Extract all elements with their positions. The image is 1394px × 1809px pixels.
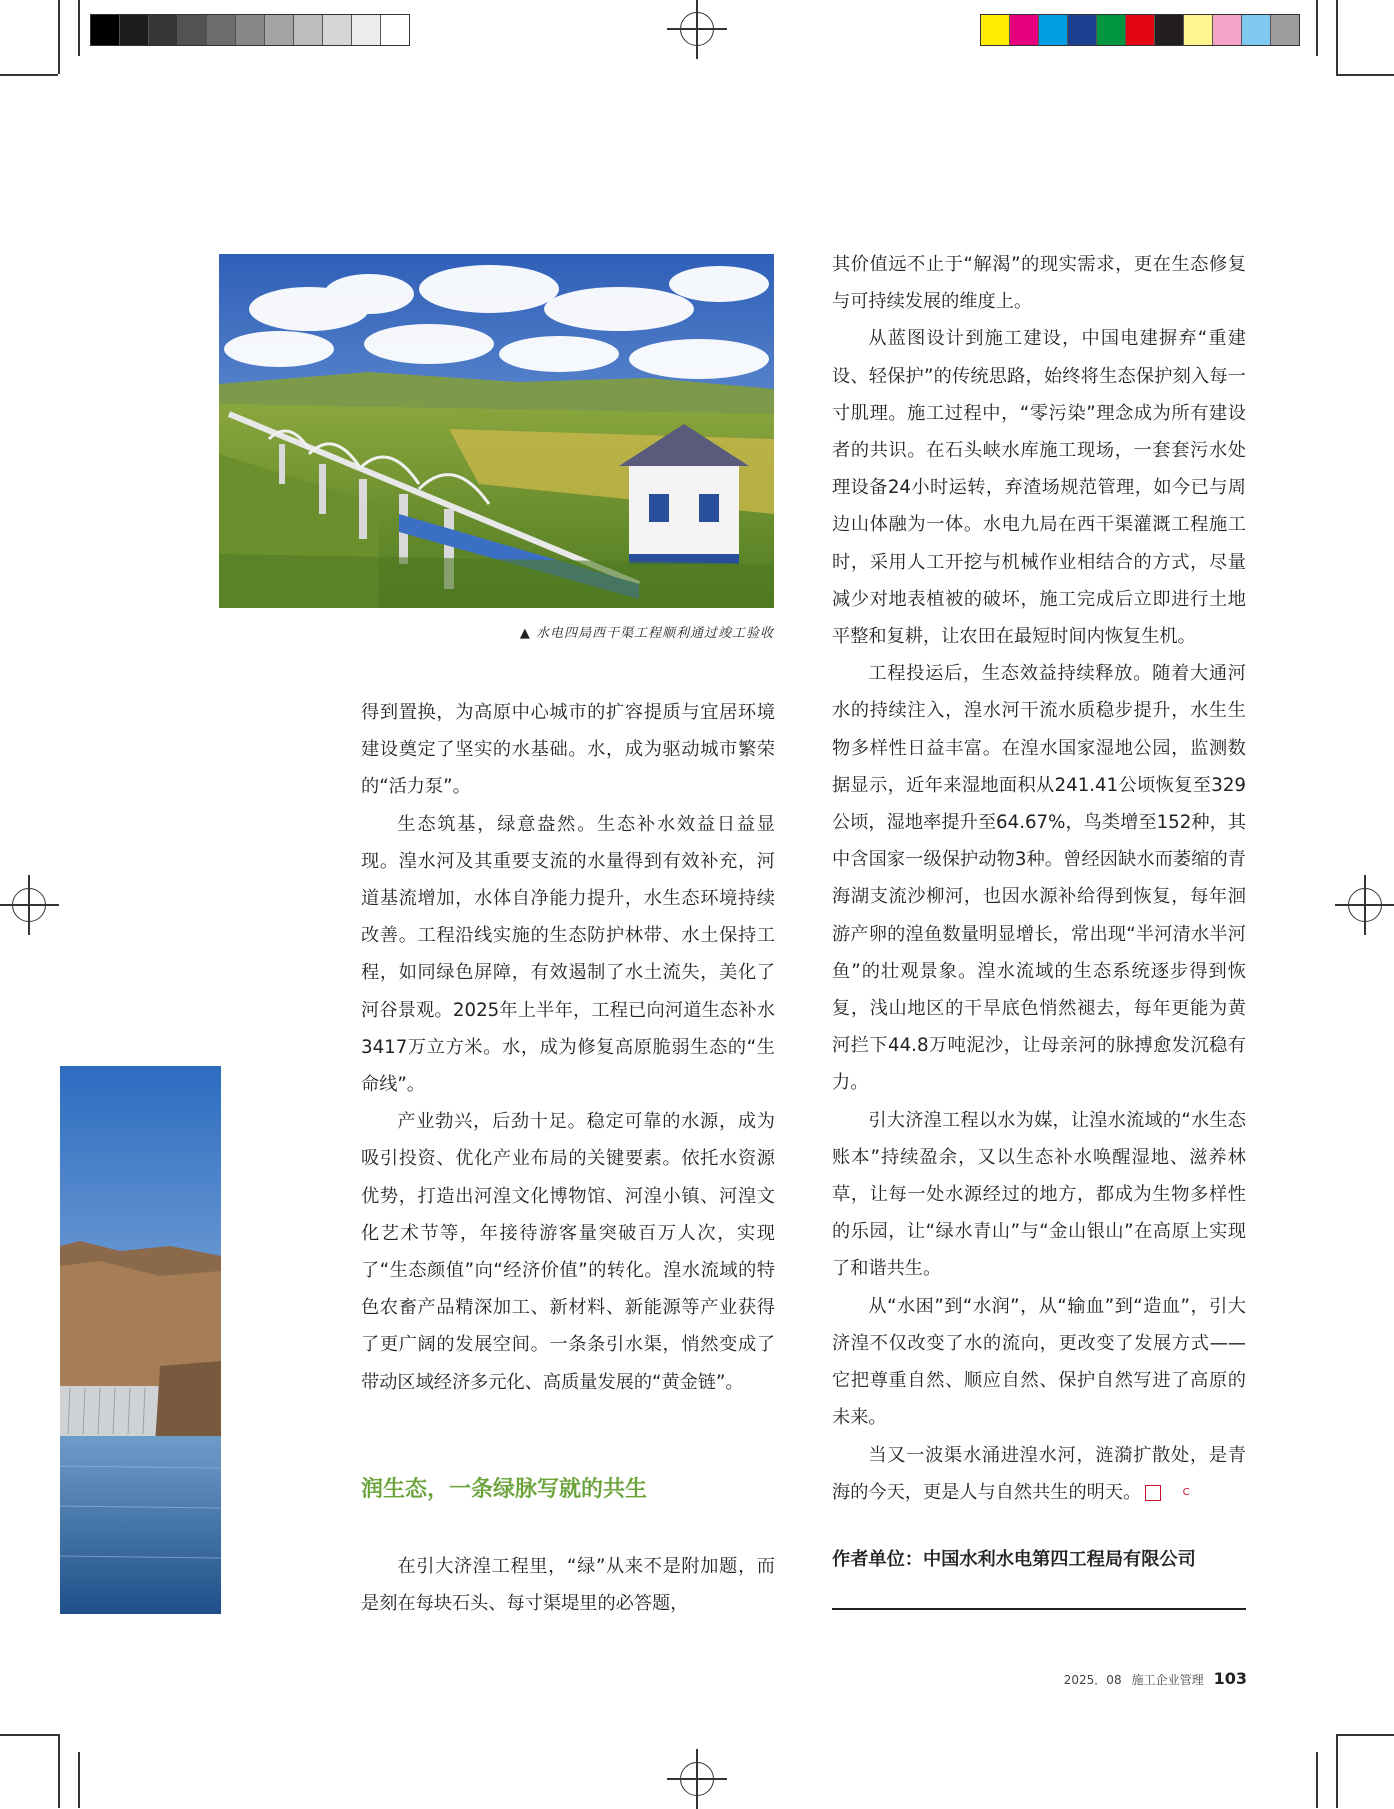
color-swatch xyxy=(178,15,207,45)
registration-mark-icon xyxy=(680,12,714,46)
section-heading: 润生态，一条绿脉写就的共生 xyxy=(361,1477,648,1502)
crop-mark xyxy=(0,74,58,76)
paragraph: 产业勃兴，后劲十足。稳定可靠的水源，成为吸引投资、优化产业布局的关键要素。依托水资源优势，打造出河湟文化博物馆、河湟小镇、河湟文化艺术节等，年接待游客量突破百万人次，实现了“生态颜值”向“经济价值”的转化。湟水流域的特色农畜产品精深加工、新材料、新能源等产业获得了更广阔的发展空间。一条条引水渠，悄然变成了带动区域经济多元化、高质量发展的“黄金链”。 xyxy=(361,1111,775,1393)
paragraph: 生态筑基，绿意盎然。生态补水效益日益显现。湟水河及其重要支流的水量得到有效补充，河道基流增加，水体自净能力提升，水生态环境持续改善。工程沿线实施的生态防护林带、水土保持工程，如同绿色屏障，有效遏制了水土流失，美化了河谷景观。2025年上半年，工程已向河道生态补水3417万立方米。水，成为修复高原脆弱生态的“生命线”。 xyxy=(361,813,775,1096)
color-swatch xyxy=(265,15,294,45)
paragraph: 从“水困”到“水润”，从“输血”到“造血”，引大济湟不仅改变了水的流向，更改变了发展方式——它把尊重自然、顺应自然、保护自然写进了高原的未来。 xyxy=(832,1295,1246,1429)
color-swatch xyxy=(1010,15,1039,45)
color-swatch xyxy=(1213,15,1242,45)
color-swatch xyxy=(149,15,178,45)
color-swatch xyxy=(91,15,120,45)
left-text-column-lower xyxy=(361,1548,775,1622)
paragraph: 其价值远不止于“解渴”的现实需求，更在生态修复与可持续发展的维度上。 xyxy=(832,254,1246,313)
color-swatch xyxy=(352,15,381,45)
process-color-bar xyxy=(980,14,1300,46)
color-swatch xyxy=(1097,15,1126,45)
crop-mark xyxy=(58,1734,60,1808)
crop-mark xyxy=(1336,0,1338,74)
right-text-column xyxy=(832,246,1246,1511)
color-swatch xyxy=(1242,15,1271,45)
aqueduct-landscape-photo xyxy=(219,254,774,608)
crop-mark xyxy=(1336,1734,1394,1736)
photo-caption: ▲ 水电四局西干渠工程顺利通过竣工验收 xyxy=(519,626,774,641)
crop-mark xyxy=(58,0,60,74)
crop-mark xyxy=(1316,0,1318,56)
color-swatch xyxy=(1126,15,1155,45)
grayscale-color-bar xyxy=(90,14,410,46)
left-text-column xyxy=(361,694,775,1401)
crop-mark xyxy=(78,0,80,56)
color-swatch xyxy=(1184,15,1213,45)
registration-mark-icon xyxy=(12,888,46,922)
paragraph: 得到置换，为高原中心城市的扩容提质与宜居环境建设奠定了坚实的水基础。水，成为驱动城市繁荣的“活力泵”。 xyxy=(361,702,775,798)
crop-mark xyxy=(0,1734,58,1736)
registration-mark-icon xyxy=(1348,888,1382,922)
color-swatch xyxy=(323,15,352,45)
paragraph: 在引大济湟工程里，“绿”从来不是附加题，而是刻在每块石头、每寸渠堤里的必答题， xyxy=(361,1556,775,1615)
reservoir-dam-photo xyxy=(60,1066,221,1614)
registration-mark-icon xyxy=(680,1762,714,1796)
magazine-name: 施工企业管理 xyxy=(1131,1673,1204,1687)
crop-mark xyxy=(1336,74,1394,76)
paragraph: 引大济湟工程以水为媒，让湟水流域的“水生态账本”持续盈余，又以生态补水唤醒湿地、滋养林草，让每一处水源经过的地方，都成为生物多样性的乐园，让“绿水青山”与“金山银山”在高原上实现了和谐共生。 xyxy=(832,1109,1246,1280)
issue-date: 2025．08 xyxy=(1063,1673,1122,1687)
crop-mark xyxy=(78,1752,80,1808)
author-affiliation: 作者单位：中国水利水电第四工程局有限公司 xyxy=(832,1549,1196,1570)
paragraph: 从蓝图设计到施工建设，中国电建摒弃“重建设、轻保护”的传统思路，始终将生态保护刻入每一寸肌理。施工过程中，“零污染”理念成为所有建设者的共识。在石头峡水库施工现场，一套套污水处理设备24小时运转，弃渣场规范管理，如今已与周边山体融为一体。水电九局在西干渠灌溉工程施工时，采用人工开挖与机械作业相结合的方式，尽量减少对地表植被的破坏，施工完成后立即进行土地平整和复耕，让农田在最短时间内恢复生机。 xyxy=(832,328,1246,648)
color-swatch xyxy=(120,15,149,45)
color-swatch xyxy=(1068,15,1097,45)
paragraph: 当又一波渠水涌进湟水河，涟漪扩散处，是青海的今天，更是人与自然共生的明天。 C xyxy=(832,1444,1246,1503)
color-swatch xyxy=(207,15,236,45)
color-swatch xyxy=(981,15,1010,45)
color-swatch xyxy=(236,15,265,45)
crop-mark xyxy=(1316,1752,1318,1808)
color-swatch xyxy=(294,15,323,45)
color-swatch xyxy=(1039,15,1068,45)
paragraph: 工程投运后，生态效益持续释放。随着大通河水的持续注入，湟水河干流水质稳步提升，水生生物多样性日益丰富。在湟水国家湿地公园，监测数据显示，近年来湿地面积从241.41公顷恢复至329公顷，湿地率提升至64.67%，鸟类增至152种，其中含国家一级保护动物3种。曾经因缺水而萎缩的青海湖支流沙柳河，也因水源补给得到恢复，每年洄游产卵的湟鱼数量明显增长，常出现“半河清水半河鱼”的壮观景象。湟水流域的生态系统逐步得到恢复，浅山地区的干旱底色悄然褪去，每年更能为黄河拦下44.8万吨泥沙，让母亲河的脉搏愈发沉稳有力。 xyxy=(832,663,1246,1094)
page-number: 103 xyxy=(1213,1669,1247,1688)
divider xyxy=(832,1608,1246,1610)
crop-mark xyxy=(1336,1734,1338,1808)
color-swatch xyxy=(381,15,409,45)
end-mark-icon: C xyxy=(1145,1485,1161,1501)
color-swatch xyxy=(1155,15,1184,45)
color-swatch xyxy=(1271,15,1299,45)
page-footer xyxy=(1064,1669,1247,1688)
